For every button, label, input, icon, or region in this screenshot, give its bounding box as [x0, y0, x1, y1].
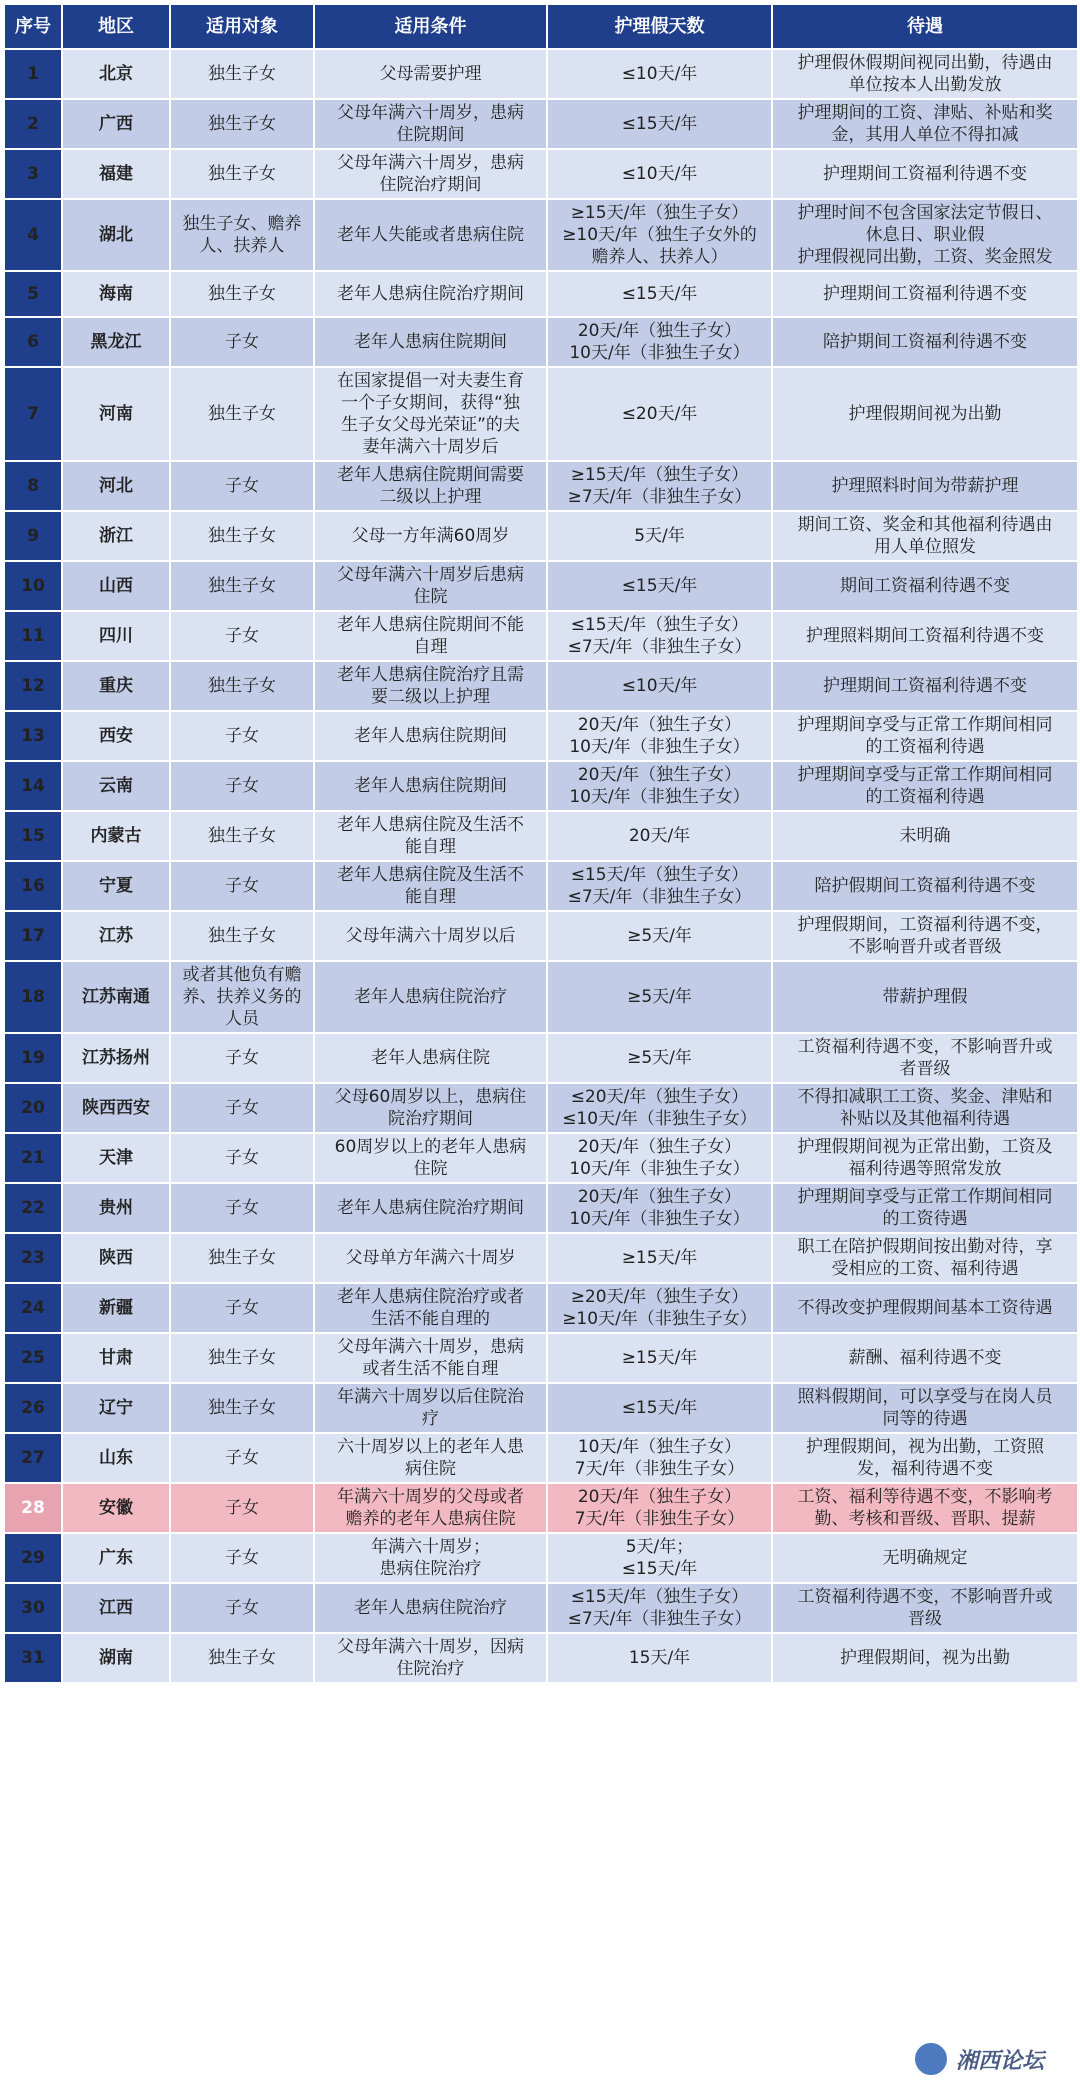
table-row: [4, 49, 1078, 99]
row-condition: 老年人患病住院及生活不 能自理: [314, 861, 547, 911]
table-row: [4, 961, 1078, 1033]
row-region: 宁夏: [62, 861, 170, 911]
header-no: 序号: [4, 4, 62, 49]
row-benefit: 护理期间的工资、津贴、补贴和奖 金，其用人单位不得扣减: [772, 99, 1078, 149]
row-benefit: 陪护期间工资福利待遇不变: [772, 317, 1078, 367]
row-number: 27: [4, 1433, 62, 1483]
table-row: [4, 711, 1078, 761]
row-target: 子女: [170, 861, 314, 911]
row-days: 5天/年: [547, 511, 772, 561]
row-number: 30: [4, 1583, 62, 1633]
row-benefit: 护理期间享受与正常工作期间相同 的工资福利待遇: [772, 761, 1078, 811]
row-number: 20: [4, 1083, 62, 1133]
row-target: 独生子女: [170, 1633, 314, 1683]
row-condition: 父母年满六十周岁，患病 住院治疗期间: [314, 149, 547, 199]
row-benefit: 职工在陪护假期间按出勤对待，享 受相应的工资、福利待遇: [772, 1233, 1078, 1283]
row-benefit: 护理假期间视为正常出勤，工资及 福利待遇等照常发放: [772, 1133, 1078, 1183]
row-condition: 老年人患病住院期间需要 二级以上护理: [314, 461, 547, 511]
row-days: ≤15天/年: [547, 561, 772, 611]
row-days: 15天/年: [547, 1633, 772, 1683]
row-condition: 父母一方年满60周岁: [314, 511, 547, 561]
row-number: 17: [4, 911, 62, 961]
row-benefit: 护理期间工资福利待遇不变: [772, 661, 1078, 711]
row-target: 独生子女、赡养 人、扶养人: [170, 199, 314, 271]
watermark-text: 湘西论坛: [956, 2047, 1045, 2074]
row-region: 天津: [62, 1133, 170, 1183]
row-days: ≤15天/年: [547, 271, 772, 317]
row-condition: 老年人患病住院治疗或者 生活不能自理的: [314, 1283, 547, 1333]
row-number: 25: [4, 1333, 62, 1383]
row-benefit: 护理假期间，视为出勤: [772, 1633, 1078, 1683]
row-benefit: 不得改变护理假期间基本工资待遇: [772, 1283, 1078, 1333]
row-benefit: 护理照料时间为带薪护理: [772, 461, 1078, 511]
header-row: [4, 4, 1078, 49]
table-row: [4, 1533, 1078, 1583]
row-target: 独生子女: [170, 511, 314, 561]
row-days: ≤15天/年（独生子女） ≤7天/年（非独生子女）: [547, 861, 772, 911]
row-region: 江苏南通: [62, 961, 170, 1033]
row-number: 22: [4, 1183, 62, 1233]
row-number: 31: [4, 1633, 62, 1683]
row-number: 24: [4, 1283, 62, 1333]
table-row: [4, 611, 1078, 661]
row-number: 10: [4, 561, 62, 611]
table-row: [4, 317, 1078, 367]
row-number: 6: [4, 317, 62, 367]
row-benefit: 期间工资、奖金和其他福利待遇由 用人单位照发: [772, 511, 1078, 561]
row-region: 河北: [62, 461, 170, 511]
row-days: 5天/年； ≤15天/年: [547, 1533, 772, 1583]
row-region: 海南: [62, 271, 170, 317]
row-days: ≥5天/年: [547, 961, 772, 1033]
row-benefit: 护理假期间视为出勤: [772, 367, 1078, 461]
table-row: [4, 1133, 1078, 1183]
table-row: [4, 1083, 1078, 1133]
row-region: 江苏: [62, 911, 170, 961]
row-target: 子女: [170, 1483, 314, 1533]
row-target: 独生子女: [170, 149, 314, 199]
table-row: [4, 99, 1078, 149]
row-condition: 父母年满六十周岁以后: [314, 911, 547, 961]
row-region: 山东: [62, 1433, 170, 1483]
table-row: [4, 761, 1078, 811]
row-target: 独生子女: [170, 1333, 314, 1383]
row-days: ≥15天/年（独生子女） ≥7天/年（非独生子女）: [547, 461, 772, 511]
row-days: ≤20天/年（独生子女） ≤10天/年（非独生子女）: [547, 1083, 772, 1133]
row-region: 安徽: [62, 1483, 170, 1533]
table-row: [4, 861, 1078, 911]
row-number: 13: [4, 711, 62, 761]
row-condition: 老年人患病住院期间不能 自理: [314, 611, 547, 661]
row-number: 5: [4, 271, 62, 317]
header-condition: 适用条件: [314, 4, 547, 49]
row-target: 子女: [170, 1033, 314, 1083]
row-condition: 年满六十周岁的父母或者 赡养的老年人患病住院: [314, 1483, 547, 1533]
row-benefit: 护理假期间，视为出勤，工资照 发，福利待遇不变: [772, 1433, 1078, 1483]
row-number: 19: [4, 1033, 62, 1083]
table-row: [4, 199, 1078, 271]
row-region: 湖南: [62, 1633, 170, 1683]
row-region: 陕西: [62, 1233, 170, 1283]
row-number: 28: [4, 1483, 62, 1533]
row-benefit: 不得扣减职工工资、奖金、津贴和 补贴以及其他福利待遇: [772, 1083, 1078, 1133]
row-days: 20天/年（独生子女） 10天/年（非独生子女）: [547, 317, 772, 367]
row-days: ≥5天/年: [547, 911, 772, 961]
row-benefit: 未明确: [772, 811, 1078, 861]
row-condition: 60周岁以上的老年人患病 住院: [314, 1133, 547, 1183]
row-benefit: 护理期间享受与正常工作期间相同 的工资福利待遇: [772, 711, 1078, 761]
row-region: 广东: [62, 1533, 170, 1583]
row-region: 浙江: [62, 511, 170, 561]
row-region: 四川: [62, 611, 170, 661]
table-row: [4, 1433, 1078, 1483]
row-target: 子女: [170, 1283, 314, 1333]
row-benefit: 期间工资福利待遇不变: [772, 561, 1078, 611]
row-region: 辽宁: [62, 1383, 170, 1433]
row-region: 河南: [62, 367, 170, 461]
row-benefit: 工资、福利等待遇不变，不影响考 勤、考核和晋级、晋职、提薪: [772, 1483, 1078, 1533]
row-condition: 在国家提倡一对夫妻生育 一个子女期间，获得“独 生子女父母光荣证”的夫 妻年满六十周岁后: [314, 367, 547, 461]
table-row: [4, 511, 1078, 561]
row-condition: 父母年满六十周岁后患病 住院: [314, 561, 547, 611]
row-benefit: 护理假期间，工资福利待遇不变， 不影响晋升或者晋级: [772, 911, 1078, 961]
table-row: [4, 1333, 1078, 1383]
row-benefit: 照料假期间，可以享受与在岗人员 同等的待遇: [772, 1383, 1078, 1433]
row-target: 子女: [170, 1183, 314, 1233]
header-target: 适用对象: [170, 4, 314, 49]
row-target: 独生子女: [170, 661, 314, 711]
logo-icon: [912, 2040, 950, 2078]
row-condition: 老年人患病住院: [314, 1033, 547, 1083]
row-target: 独生子女: [170, 811, 314, 861]
row-condition: 父母年满六十周岁，因病 住院治疗: [314, 1633, 547, 1683]
row-condition: 老年人患病住院治疗期间: [314, 271, 547, 317]
table-row: [4, 561, 1078, 611]
policy-table: [3, 3, 1079, 1684]
row-number: 29: [4, 1533, 62, 1583]
row-days: 20天/年（独生子女） 10天/年（非独生子女）: [547, 711, 772, 761]
row-region: 西安: [62, 711, 170, 761]
row-target: 独生子女: [170, 1383, 314, 1433]
row-days: ≥15天/年（独生子女） ≥10天/年（独生子女外的 赡养人、扶养人）: [547, 199, 772, 271]
row-number: 8: [4, 461, 62, 511]
row-region: 重庆: [62, 661, 170, 711]
row-region: 江苏扬州: [62, 1033, 170, 1083]
row-days: 10天/年（独生子女） 7天/年（非独生子女）: [547, 1433, 772, 1483]
row-condition: 老年人患病住院治疗: [314, 961, 547, 1033]
row-target: 子女: [170, 1583, 314, 1633]
row-benefit: 护理照料期间工资福利待遇不变: [772, 611, 1078, 661]
row-number: 15: [4, 811, 62, 861]
row-number: 1: [4, 49, 62, 99]
table-row: [4, 1283, 1078, 1333]
row-region: 湖北: [62, 199, 170, 271]
row-benefit: 护理假休假期间视同出勤，待遇由 单位按本人出勤发放: [772, 49, 1078, 99]
table-row: [4, 149, 1078, 199]
row-number: 11: [4, 611, 62, 661]
row-target: 独生子女: [170, 1233, 314, 1283]
row-target: 子女: [170, 461, 314, 511]
table-row: [4, 461, 1078, 511]
header-benefit: 待遇: [772, 4, 1078, 49]
row-number: 21: [4, 1133, 62, 1183]
row-days: ≥15天/年: [547, 1333, 772, 1383]
row-region: 新疆: [62, 1283, 170, 1333]
row-benefit: 陪护假期间工资福利待遇不变: [772, 861, 1078, 911]
row-number: 3: [4, 149, 62, 199]
row-target: 独生子女: [170, 561, 314, 611]
row-condition: 父母年满六十周岁，患病 或者生活不能自理: [314, 1333, 547, 1383]
row-target: 子女: [170, 611, 314, 661]
row-condition: 老年人患病住院期间: [314, 761, 547, 811]
row-condition: 年满六十周岁以后住院治 疗: [314, 1383, 547, 1433]
row-region: 山西: [62, 561, 170, 611]
row-target: 子女: [170, 1083, 314, 1133]
row-condition: 年满六十周岁； 患病住院治疗: [314, 1533, 547, 1583]
row-number: 18: [4, 961, 62, 1033]
row-target: 独生子女: [170, 271, 314, 317]
row-benefit: 工资福利待遇不变，不影响晋升或 晋级: [772, 1583, 1078, 1633]
row-number: 7: [4, 367, 62, 461]
table-row: [4, 1033, 1078, 1083]
row-region: 甘肃: [62, 1333, 170, 1383]
row-region: 云南: [62, 761, 170, 811]
table-row: [4, 1633, 1078, 1683]
row-target: 子女: [170, 711, 314, 761]
row-benefit: 护理期间工资福利待遇不变: [772, 149, 1078, 199]
row-days: ≤10天/年: [547, 661, 772, 711]
table-row: [4, 271, 1078, 317]
table-row: [4, 911, 1078, 961]
row-condition: 老年人患病住院治疗且需 要二级以上护理: [314, 661, 547, 711]
header-days: 护理假天数: [547, 4, 772, 49]
row-condition: 六十周岁以上的老年人患 病住院: [314, 1433, 547, 1483]
row-number: 12: [4, 661, 62, 711]
header-region: 地区: [62, 4, 170, 49]
table-row: [4, 1183, 1078, 1233]
row-target: 或者其他负有赡 养、扶养义务的 人员: [170, 961, 314, 1033]
row-condition: 老年人失能或者患病住院: [314, 199, 547, 271]
table-body: [4, 49, 1078, 1683]
row-benefit: 无明确规定: [772, 1533, 1078, 1583]
row-days: ≤15天/年（独生子女） ≤7天/年（非独生子女）: [547, 611, 772, 661]
row-benefit: 工资福利待遇不变，不影响晋升或 者晋级: [772, 1033, 1078, 1083]
row-region: 广西: [62, 99, 170, 149]
row-target: 子女: [170, 1433, 314, 1483]
row-condition: 老年人患病住院治疗: [314, 1583, 547, 1633]
row-number: 2: [4, 99, 62, 149]
row-number: 14: [4, 761, 62, 811]
row-benefit: 带薪护理假: [772, 961, 1078, 1033]
row-days: ≥15天/年: [547, 1233, 772, 1283]
row-number: 23: [4, 1233, 62, 1283]
row-days: ≥20天/年（独生子女） ≥10天/年（非独生子女）: [547, 1283, 772, 1333]
watermark: [912, 2037, 1072, 2081]
row-days: ≤10天/年: [547, 149, 772, 199]
row-days: 20天/年（独生子女） 10天/年（非独生子女）: [547, 761, 772, 811]
row-region: 陕西西安: [62, 1083, 170, 1133]
row-region: 福建: [62, 149, 170, 199]
table-row: [4, 1383, 1078, 1433]
row-benefit: 护理期间享受与正常工作期间相同 的工资待遇: [772, 1183, 1078, 1233]
row-days: ≤15天/年: [547, 1383, 772, 1433]
row-days: 20天/年（独生子女） 10天/年（非独生子女）: [547, 1133, 772, 1183]
row-region: 江西: [62, 1583, 170, 1633]
row-condition: 父母60周岁以上，患病住 院治疗期间: [314, 1083, 547, 1133]
row-region: 黑龙江: [62, 317, 170, 367]
table-row: [4, 661, 1078, 711]
row-condition: 父母需要护理: [314, 49, 547, 99]
row-condition: 父母单方年满六十周岁: [314, 1233, 547, 1283]
row-target: 子女: [170, 761, 314, 811]
row-days: 20天/年（独生子女） 7天/年（非独生子女）: [547, 1483, 772, 1533]
row-target: 子女: [170, 1133, 314, 1183]
row-days: ≤20天/年: [547, 367, 772, 461]
row-number: 4: [4, 199, 62, 271]
table-row: [4, 1483, 1078, 1533]
row-benefit: 护理时间不包含国家法定节假日、 休息日、职业假 护理假视同出勤，工资、奖金照发: [772, 199, 1078, 271]
row-target: 子女: [170, 1533, 314, 1583]
table-row: [4, 1583, 1078, 1633]
row-days: ≤15天/年: [547, 99, 772, 149]
row-days: ≥5天/年: [547, 1033, 772, 1083]
row-benefit: 薪酬、福利待遇不变: [772, 1333, 1078, 1383]
row-target: 独生子女: [170, 367, 314, 461]
row-region: 北京: [62, 49, 170, 99]
row-condition: 老年人患病住院期间: [314, 711, 547, 761]
row-number: 16: [4, 861, 62, 911]
row-days: ≤10天/年: [547, 49, 772, 99]
table-row: [4, 811, 1078, 861]
table-row: [4, 367, 1078, 461]
row-days: 20天/年（独生子女） 10天/年（非独生子女）: [547, 1183, 772, 1233]
row-condition: 老年人患病住院治疗期间: [314, 1183, 547, 1233]
row-region: 内蒙古: [62, 811, 170, 861]
row-region: 贵州: [62, 1183, 170, 1233]
row-target: 独生子女: [170, 49, 314, 99]
row-target: 独生子女: [170, 99, 314, 149]
row-target: 独生子女: [170, 911, 314, 961]
row-number: 9: [4, 511, 62, 561]
row-condition: 老年人患病住院期间: [314, 317, 547, 367]
row-benefit: 护理期间工资福利待遇不变: [772, 271, 1078, 317]
row-days: 20天/年: [547, 811, 772, 861]
row-condition: 老年人患病住院及生活不 能自理: [314, 811, 547, 861]
row-condition: 父母年满六十周岁，患病 住院期间: [314, 99, 547, 149]
table-row: [4, 1233, 1078, 1283]
row-number: 26: [4, 1383, 62, 1433]
row-days: ≤15天/年（独生子女） ≤7天/年（非独生子女）: [547, 1583, 772, 1633]
row-target: 子女: [170, 317, 314, 367]
